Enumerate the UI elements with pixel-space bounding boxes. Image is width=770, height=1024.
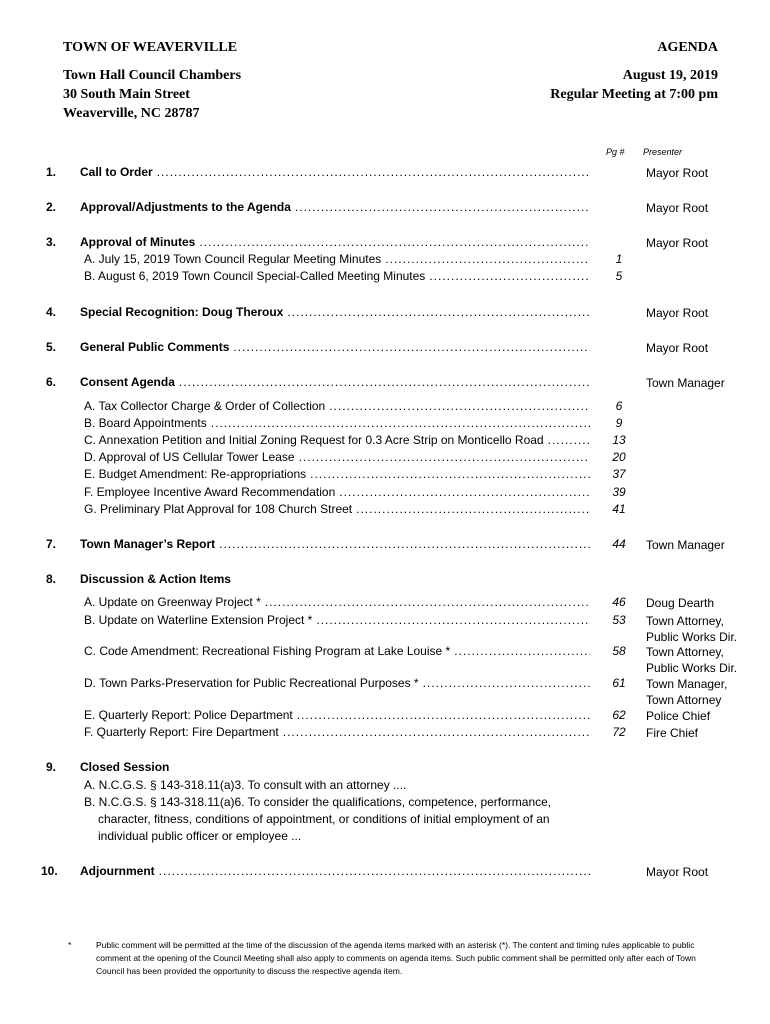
address-line-2: 30 South Main Street <box>63 87 190 102</box>
item-title: Adjournment <box>80 864 155 878</box>
footnote-text: Public comment will be permitted at the time of the discussion of the agenda items marked with an asterisk (*). The content and timing rules applicable to public comment at the opening of the Council Meeting shall also apply to comments on agenda items. Such public comment shall be permitted only after each of Town Council has been provided the opportunity to discuss the respective agenda item. <box>96 940 696 976</box>
page-number: 9 <box>615 416 623 430</box>
item-title: Town Manager’s Report <box>80 537 216 551</box>
header-left <box>63 38 383 123</box>
item-presenter: Town Manager, Town Attorney <box>646 677 728 707</box>
sub-item-text: E. Quarterly Report: Police Department <box>84 708 293 722</box>
sub-item-6e <box>0 467 770 484</box>
item-title: Consent Agenda <box>80 375 175 389</box>
item-presenter: Mayor Root <box>646 341 709 355</box>
sub-item-3b <box>0 269 770 286</box>
agenda-item-6 <box>0 375 770 392</box>
sub-item-text: G. Preliminary Plat Approval for 108 Church Street <box>84 502 353 516</box>
sub-item-text: B. Update on Waterline Extension Project * <box>84 613 313 627</box>
item-number: 5. <box>46 340 57 354</box>
page-number: 1 <box>615 252 623 266</box>
item-presenter: Town Attorney, Public Works Dir. <box>646 645 738 675</box>
sub-item-8e <box>0 708 770 725</box>
page-number: 41 <box>612 502 626 516</box>
page-number: 46 <box>612 595 626 609</box>
page-column-heading: Pg # <box>606 147 625 157</box>
header-right <box>398 38 718 104</box>
page-number: 61 <box>612 676 626 690</box>
item-title: Discussion & Action Items <box>80 572 231 586</box>
item-number: 10. <box>41 864 58 878</box>
item-presenter: Town Manager <box>646 376 725 390</box>
item-number: 6. <box>46 375 57 389</box>
item-number: 9. <box>46 760 57 774</box>
page-number: 6 <box>615 399 623 413</box>
item-presenter: Police Chief <box>646 709 711 723</box>
item-presenter: Town Manager <box>646 538 725 552</box>
sub-item-9b: B. N.C.G.S. § 143-318.11(a)6. To consider the qualifications, competence, performance, <box>84 795 552 809</box>
item-presenter: Mayor Root <box>646 236 709 250</box>
agenda-item-1 <box>0 165 770 182</box>
presenter-column-heading: Presenter <box>643 147 683 157</box>
sub-item-9a: A. N.C.G.S. § 143-318.11(a)3. To consult with an attorney .... <box>84 778 407 792</box>
sub-item-6f <box>0 485 770 502</box>
item-number: 1. <box>46 165 57 179</box>
item-title: Call to Order <box>80 165 153 179</box>
sub-item-text: A. Update on Greenway Project * <box>84 595 261 609</box>
sub-item-6c <box>0 433 770 450</box>
sub-item-text: D. Approval of US Cellular Tower Lease <box>84 450 295 464</box>
item-presenter: Doug Dearth <box>646 596 715 610</box>
agenda-item-2 <box>0 200 770 217</box>
item-title: Approval/Adjustments to the Agenda <box>80 200 291 214</box>
item-presenter: Mayor Root <box>646 865 709 879</box>
sub-item-3a <box>0 252 770 269</box>
page-number: 20 <box>612 450 626 464</box>
page-number: 58 <box>612 644 626 658</box>
address-line-1: Town Hall Council Chambers <box>63 68 242 83</box>
sub-item-6g <box>0 502 770 519</box>
page-number: 44 <box>612 537 626 551</box>
sub-item-6d <box>0 450 770 467</box>
agenda-item-7 <box>0 537 770 554</box>
sub-item-6b <box>0 416 770 433</box>
sub-item-text: E. Budget Amendment: Re-appropriations <box>84 467 307 481</box>
item-number: 4. <box>46 305 57 319</box>
item-number: 8. <box>46 572 57 586</box>
sub-item-6a <box>0 399 770 416</box>
sub-item-text: C. Annexation Petition and Initial Zoning Request for 0.3 Acre Strip on Monticello Road <box>84 433 544 447</box>
meeting-type: Regular Meeting at 7:00 pm <box>550 87 718 102</box>
agenda-item-8 <box>0 572 770 589</box>
page-number: 13 <box>612 433 626 447</box>
sub-item-text: B. August 6, 2019 Town Council Special-Called Meeting Minutes <box>84 269 426 283</box>
sub-item-9b-line-2: character, fitness, conditions of appointment, or conditions of initial employment of an <box>98 812 550 826</box>
agenda-item-3 <box>0 235 770 252</box>
town-name: TOWN OF WEAVERVILLE <box>63 40 238 55</box>
sub-item-text: D. Town Parks-Preservation for Public Recreational Purposes * <box>84 676 419 690</box>
doc-type: AGENDA <box>657 40 718 55</box>
page-number: 53 <box>612 613 626 627</box>
sub-item-9b-line-3: individual public officer or employee ... <box>98 829 302 843</box>
item-title: Closed Session <box>80 760 170 774</box>
item-number: 3. <box>46 235 57 249</box>
page-number: 5 <box>615 269 623 283</box>
sub-item-8f <box>0 725 770 742</box>
footnote-marker: * <box>68 940 72 950</box>
agenda-item-10 <box>0 864 770 881</box>
item-presenter: Fire Chief <box>646 726 699 740</box>
sub-item-8b <box>0 613 770 644</box>
page-number: 39 <box>612 485 626 499</box>
sub-item-text: A. July 15, 2019 Town Council Regular Meeting Minutes <box>84 252 382 266</box>
page-number: 62 <box>612 708 626 722</box>
agenda-item-4 <box>0 305 770 322</box>
item-title: Approval of Minutes <box>80 235 196 249</box>
item-number: 7. <box>46 537 57 551</box>
item-title: General Public Comments <box>80 340 230 354</box>
sub-item-text: C. Code Amendment: Recreational Fishing Program at Lake Louise * <box>84 644 451 658</box>
sub-item-8d <box>0 676 770 707</box>
item-presenter: Mayor Root <box>646 306 709 320</box>
sub-item-8c <box>0 644 770 675</box>
agenda-item-5 <box>0 340 770 357</box>
sub-item-text: A. Tax Collector Charge & Order of Collection <box>84 399 326 413</box>
sub-item-8a <box>0 595 770 612</box>
agenda-item-9 <box>0 760 770 777</box>
item-presenter: Mayor Root <box>646 201 709 215</box>
page-number: 37 <box>612 467 626 481</box>
address-line-3: Weaverville, NC 28787 <box>63 106 200 121</box>
sub-item-text: B. Board Appointments <box>84 416 207 430</box>
item-presenter: Town Attorney, Public Works Dir. <box>646 614 738 644</box>
item-number: 2. <box>46 200 57 214</box>
item-presenter: Mayor Root <box>646 166 709 180</box>
item-title: Special Recognition: Doug Theroux <box>80 305 284 319</box>
closed-session-details <box>84 777 594 845</box>
meeting-date: August 19, 2019 <box>622 68 718 83</box>
sub-item-text: F. Employee Incentive Award Recommendation <box>84 485 336 499</box>
sub-item-text: F. Quarterly Report: Fire Department <box>84 725 279 739</box>
page-number: 72 <box>612 725 626 739</box>
